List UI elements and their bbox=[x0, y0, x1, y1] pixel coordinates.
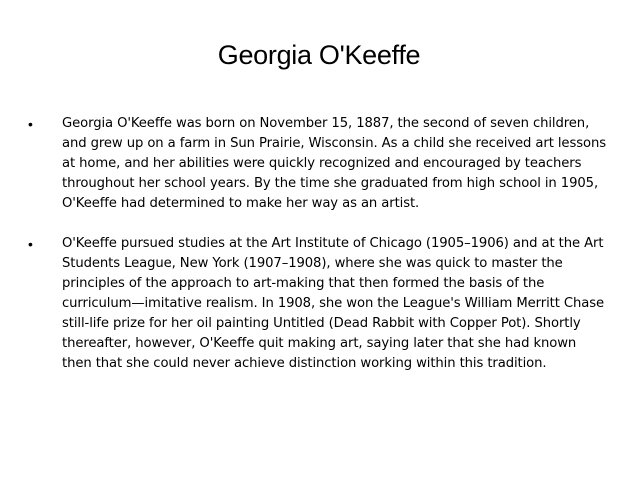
bullet-text-1: Georgia O'Keeffe was born on November 15, 1887, the second of seven children, and grew up on a farm in Sun Prairie, Wisconsin. As a child she received art lessons at home, and her abilities were quickly recognized and encouraged by teachers throughout her school years. By the time she graduated from high school in 1905, O'Keeffe had determined to make her way as an artist. bbox=[62, 116, 606, 211]
bullet-marker: • bbox=[28, 116, 33, 132]
bullet-text-2: O'Keeffe pursued studies at the Art Institute of Chicago (1905–1906) and at the Art Students League, New York (1907–1908), where she was quick to master the principles of the approach to art-making that then formed the basis of the curriculum—imitative realism. In 1908, she won the League's William Merritt Chase still-life prize for her oil painting Untitled (Dead Rabbit with Copper Pot). Shortly thereafter, however, O'Keeffe quit making art, saying later that she had known then that she could never achieve distinction working within this tradition. bbox=[62, 236, 605, 371]
bullet-list bbox=[28, 114, 608, 394]
bullet-item-2 bbox=[28, 234, 608, 374]
slide-title: Georgia O'Keeffe bbox=[217, 40, 421, 70]
bullet-item-1 bbox=[28, 114, 608, 214]
bullet-marker: • bbox=[28, 236, 33, 252]
